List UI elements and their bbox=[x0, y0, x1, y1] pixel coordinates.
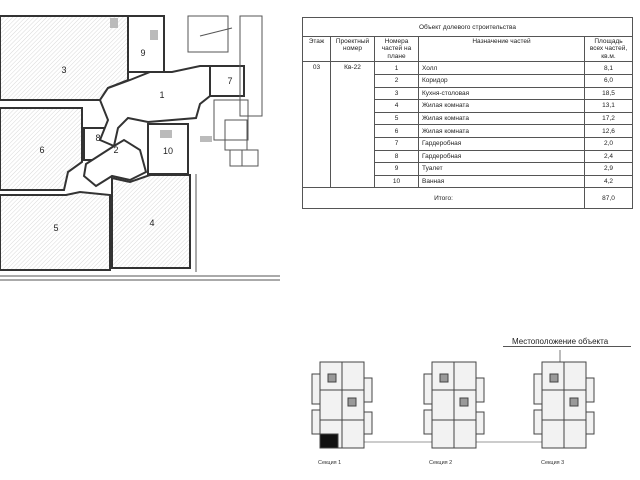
total-label: Итого: bbox=[303, 188, 585, 209]
part-number: 5 bbox=[375, 112, 419, 125]
part-number: 9 bbox=[375, 163, 419, 176]
part-area: 12,6 bbox=[585, 125, 633, 138]
table-title: Объект долевого строительства bbox=[303, 18, 633, 37]
room-number-1: 1 bbox=[159, 90, 165, 100]
room-number-8: 8 bbox=[95, 133, 101, 143]
part-number: 1 bbox=[375, 62, 419, 75]
sections-scheme bbox=[306, 350, 636, 475]
part-number: 3 bbox=[375, 87, 419, 100]
header-purpose: Назначение частей bbox=[419, 37, 585, 62]
room-number-5: 5 bbox=[53, 223, 59, 233]
total-row bbox=[303, 188, 633, 209]
room-number-4: 4 bbox=[149, 218, 155, 228]
room-number-10: 10 bbox=[162, 146, 174, 156]
part-area: 17,2 bbox=[585, 112, 633, 125]
project-number-value: Кв-22 bbox=[331, 62, 375, 188]
section-3-label: Секция 3 bbox=[541, 460, 565, 466]
part-area: 4,2 bbox=[585, 175, 633, 188]
part-area: 2,4 bbox=[585, 150, 633, 163]
part-area: 18,5 bbox=[585, 87, 633, 100]
room-number-2: 2 bbox=[113, 145, 119, 155]
part-name: Коридор bbox=[419, 75, 585, 88]
part-name: Жилая комната bbox=[419, 100, 585, 113]
header-project-number: Проектный номер bbox=[331, 37, 375, 62]
part-number: 6 bbox=[375, 125, 419, 138]
part-number: 2 bbox=[375, 75, 419, 88]
part-name: Жилая комната bbox=[419, 125, 585, 138]
total-area: 87,0 bbox=[585, 188, 633, 209]
part-area: 2,9 bbox=[585, 163, 633, 176]
room-number-7: 7 bbox=[227, 76, 233, 86]
section-1-label: Секция 1 bbox=[318, 460, 342, 466]
part-number: 4 bbox=[375, 100, 419, 113]
table-row bbox=[303, 62, 633, 75]
part-area: 2,0 bbox=[585, 137, 633, 150]
floor-plan bbox=[0, 0, 300, 285]
header-area: Площадь всех частей, кв.м. bbox=[585, 37, 633, 62]
location-title-underline bbox=[503, 346, 631, 347]
part-area: 8,1 bbox=[585, 62, 633, 75]
section-2-building bbox=[424, 362, 484, 448]
room-number-9: 9 bbox=[140, 48, 146, 58]
part-area: 6,0 bbox=[585, 75, 633, 88]
section-2-label: Секция 2 bbox=[429, 460, 453, 466]
location-title: Местоположение объекта bbox=[512, 337, 609, 346]
part-name: Гардеробная bbox=[419, 137, 585, 150]
part-name: Туалет bbox=[419, 163, 585, 176]
section-1-building bbox=[312, 362, 372, 448]
part-name: Ванная bbox=[419, 175, 585, 188]
part-name: Кухня-столовая bbox=[419, 87, 585, 100]
parts-table bbox=[302, 17, 633, 209]
part-area: 13,1 bbox=[585, 100, 633, 113]
section-3-building bbox=[534, 362, 594, 448]
room-number-3: 3 bbox=[61, 65, 67, 75]
part-number: 7 bbox=[375, 137, 419, 150]
header-parts-number: Номера частей на плане bbox=[375, 37, 419, 62]
header-floor: Этаж bbox=[303, 37, 331, 62]
part-number: 10 bbox=[375, 175, 419, 188]
part-number: 8 bbox=[375, 150, 419, 163]
part-name: Гардеробная bbox=[419, 150, 585, 163]
part-name: Жилая комната bbox=[419, 112, 585, 125]
parts-table-container bbox=[302, 17, 632, 210]
floor-value: 03 bbox=[303, 62, 331, 188]
room-number-6: 6 bbox=[39, 145, 45, 155]
part-name: Холл bbox=[419, 62, 585, 75]
